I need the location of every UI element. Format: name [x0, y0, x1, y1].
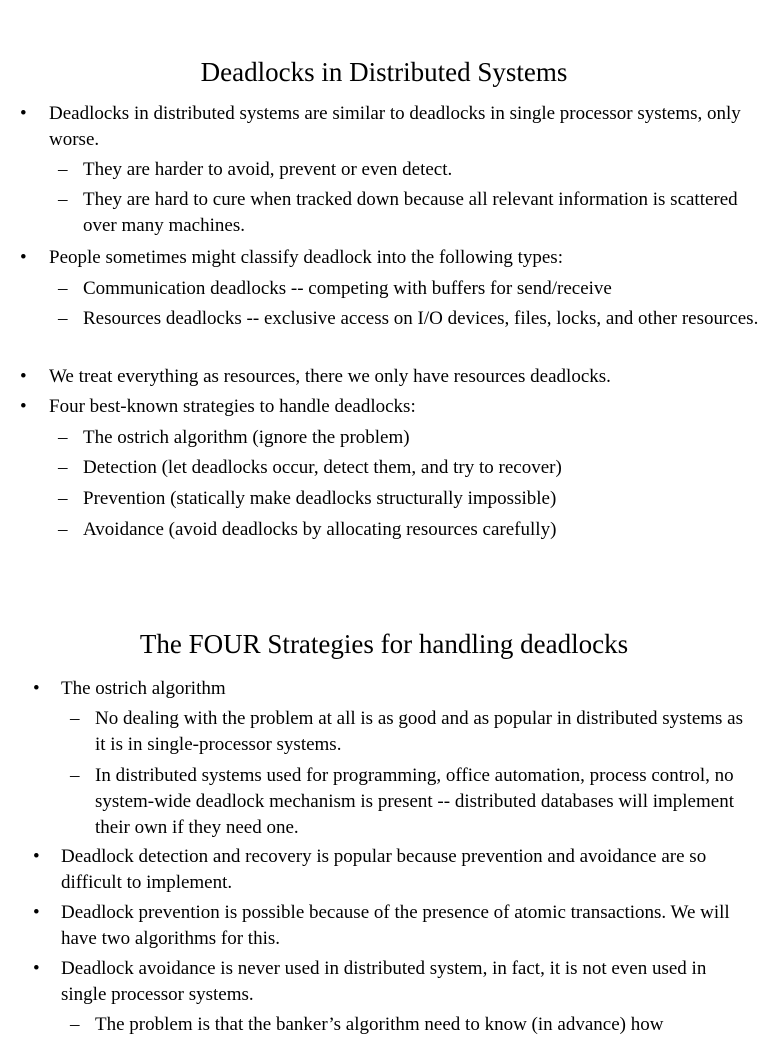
dash-marker: –: [58, 457, 68, 478]
sub-bullet-text: The problem is that the banker’s algorithm need to know (in advance) how: [95, 1014, 664, 1035]
bullet-text: Deadlock prevention is possible because of the presence of atomic transactions. We will have two algorithms for this.: [61, 902, 730, 949]
bullet-text: Deadlocks in distributed systems are similar to deadlocks in single processor systems, only worse.: [49, 103, 741, 150]
bullet-marker: •: [20, 396, 27, 417]
dash-marker: –: [58, 488, 68, 509]
bullet-marker: •: [33, 846, 40, 867]
sub-bullet-text: They are hard to cure when tracked down because all relevant information is scattered over many machines.: [83, 189, 738, 236]
sub-bullet-item: [58, 306, 759, 332]
bullet-marker: •: [33, 958, 40, 979]
sub-bullet-text: Prevention (statically make deadlocks structurally impossible): [83, 488, 557, 509]
slide-title: The FOUR Strategies for handling deadlocks: [139, 629, 629, 659]
dash-marker: –: [58, 278, 68, 299]
bullet-item: [33, 900, 751, 952]
slide-title: Deadlocks in Distributed Systems: [200, 57, 568, 87]
bullet-item: [20, 364, 759, 390]
sub-bullet-text: Resources deadlocks -- exclusive access on I/O devices, files, locks, and other resources.: [83, 308, 759, 329]
sub-bullet-item: [58, 486, 759, 512]
sub-bullet-text: Detection (let deadlocks occur, detect them, and try to recover): [83, 457, 562, 478]
dash-marker: –: [58, 427, 68, 448]
sub-bullet-item: [70, 1012, 751, 1038]
bullet-text: The ostrich algorithm: [61, 678, 226, 699]
bullet-text: Deadlock detection and recovery is popular because prevention and avoidance are so difficult to implement.: [61, 846, 707, 893]
sub-bullet-item: [58, 157, 759, 183]
sub-bullet-item: [70, 763, 751, 841]
dash-marker: –: [58, 308, 68, 329]
sub-bullet-item: [58, 455, 759, 481]
dash-marker: –: [70, 765, 80, 786]
dash-marker: –: [58, 519, 68, 540]
sub-bullet-text: In distributed systems used for programming, office automation, process control, no system-wide deadlock mechanism is present -- distributed databases will implement their own if they need one.: [95, 765, 734, 838]
sub-bullet-text: Avoidance (avoid deadlocks by allocating resources carefully): [83, 519, 557, 540]
bullet-text: Four best-known strategies to handle deadlocks:: [49, 396, 416, 417]
sub-bullet-text: They are harder to avoid, prevent or even detect.: [83, 159, 453, 180]
sub-bullet-text: The ostrich algorithm (ignore the problem): [83, 427, 410, 448]
bullet-item: [20, 394, 759, 420]
bullet-marker: •: [20, 366, 27, 387]
sub-bullet-text: Communication deadlocks -- competing with buffers for send/receive: [83, 278, 612, 299]
bullet-marker: •: [20, 247, 27, 268]
dash-marker: –: [70, 1014, 80, 1035]
sub-bullet-item: [58, 517, 759, 543]
sub-bullet-item: [70, 706, 751, 758]
bullet-item: [33, 844, 751, 896]
bullet-item: [33, 956, 751, 1008]
dash-marker: –: [58, 189, 68, 210]
dash-marker: –: [70, 708, 80, 729]
bullet-item: [20, 245, 759, 271]
bullet-item: [20, 101, 759, 153]
bullet-marker: •: [33, 678, 40, 699]
slide-four-strategies: [0, 560, 768, 1035]
bullet-text: People sometimes might classify deadlock into the following types:: [49, 247, 563, 268]
sub-bullet-item: [58, 425, 759, 451]
bullet-marker: •: [20, 103, 27, 124]
bullet-text: Deadlock avoidance is never used in distributed system, in fact, it is not even used in single processor systems.: [61, 958, 707, 1005]
sub-bullet-item: [58, 187, 759, 239]
sub-bullet-text: No dealing with the problem at all is as good and as popular in distributed systems as it is in single-processor systems.: [95, 708, 744, 755]
sub-bullet-item: [58, 276, 759, 302]
bullet-marker: •: [33, 902, 40, 923]
bullet-item: [33, 676, 751, 702]
dash-marker: –: [58, 159, 68, 180]
bullet-text: We treat everything as resources, there we only have resources deadlocks.: [49, 366, 611, 387]
